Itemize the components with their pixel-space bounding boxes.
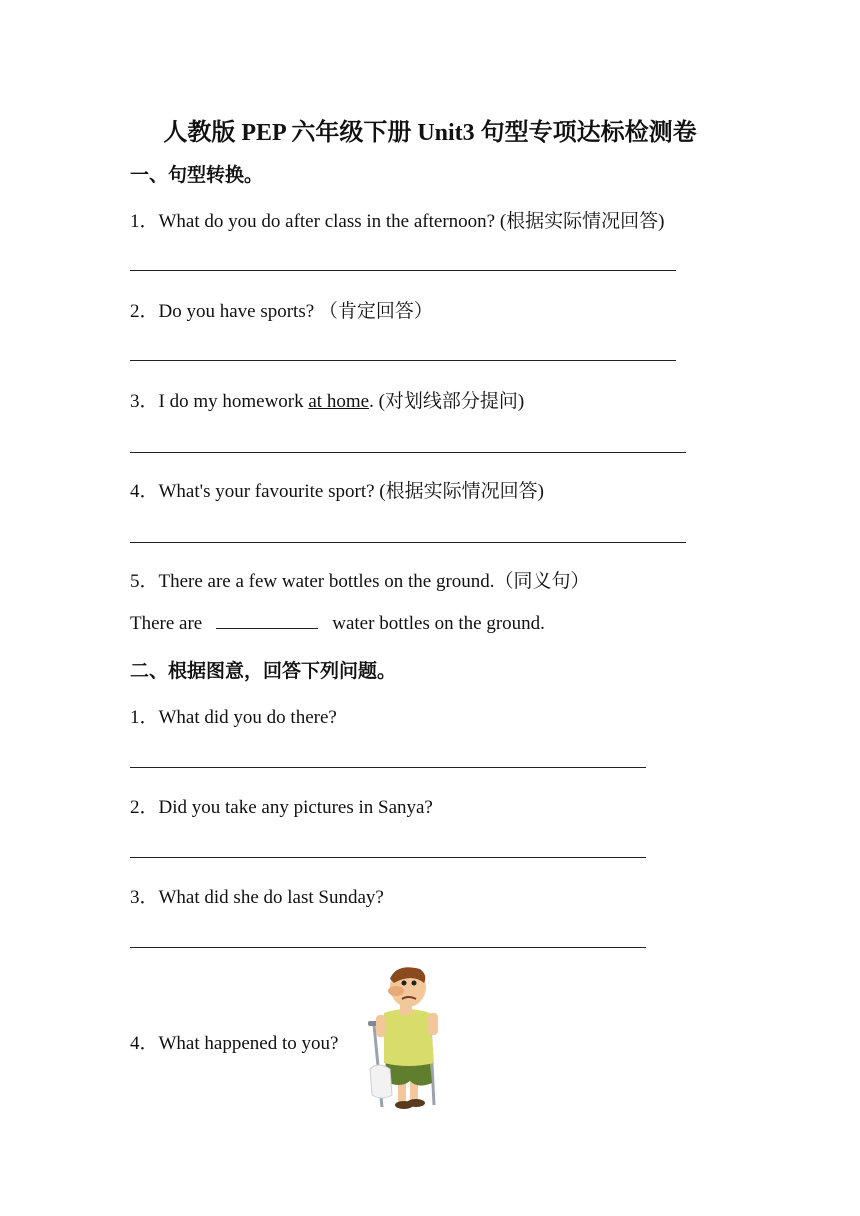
answer-text: There are: [130, 613, 203, 634]
answer-line[interactable]: [130, 360, 676, 361]
section1-question-5: 5．There are a few water bottles on the ground.（同义句）: [130, 571, 590, 592]
section1-question-5-answer: [130, 612, 545, 635]
page-title: 人教版 PEP 六年级下册 Unit3 句型专项达标检测卷: [163, 120, 697, 146]
section1-question-2: 2．Do you have sports? （肯定回答）: [130, 301, 433, 322]
fill-blank[interactable]: [216, 612, 318, 629]
section2-question-2: 2．Did you take any pictures in Sanya?: [130, 797, 433, 818]
answer-line[interactable]: [130, 542, 686, 543]
question-text: 3．I do my homework: [130, 391, 309, 412]
section1-heading: 一、句型转换。: [130, 165, 264, 186]
section2-heading: 二、根据图意，回答下列问题。: [130, 661, 397, 682]
section1-question-1: 1．What do you do after class in the afternoon? (根据实际情况回答): [130, 211, 665, 232]
answer-line[interactable]: [130, 947, 646, 948]
answer-line[interactable]: [130, 452, 686, 453]
underlined-phrase: at home: [308, 391, 370, 412]
section2-question-1: 1．What did you do there?: [130, 707, 337, 728]
leg-cast: [370, 1065, 392, 1098]
answer-line[interactable]: [130, 857, 646, 858]
answer-line[interactable]: [130, 767, 646, 768]
section2-question-4: 4．What happened to you?: [130, 1033, 339, 1054]
answer-line[interactable]: [130, 270, 676, 271]
injured-man-with-crutches-icon: [360, 965, 452, 1111]
answer-text: water bottles on the ground.: [332, 613, 545, 634]
section1-question-4: 4．What's your favourite sport? (根据实际情况回答): [130, 481, 544, 502]
section1-question-3: [130, 386, 524, 413]
section2-question-3: 3．What did she do last Sunday?: [130, 887, 384, 908]
question-text: . (对划线部分提问): [369, 391, 525, 412]
